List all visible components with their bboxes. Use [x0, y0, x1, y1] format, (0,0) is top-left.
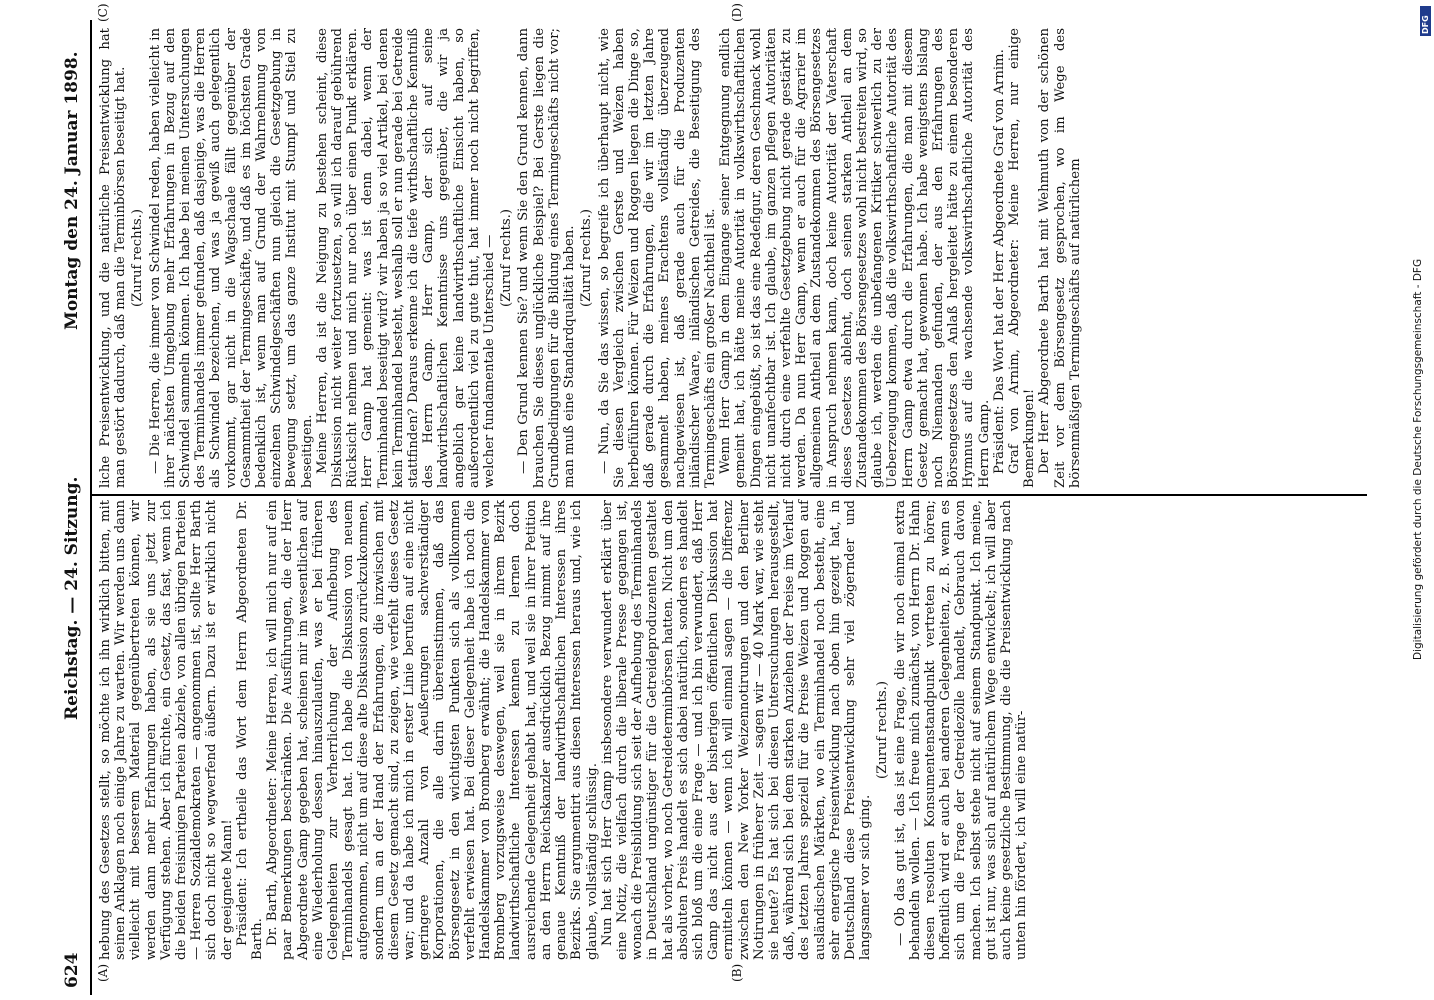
- interjection: (Zuruf rechts.): [499, 208, 515, 308]
- interjection: (Zuruf rechts.): [130, 208, 146, 308]
- text-column-left: [98, 500, 1366, 960]
- paragraph: Der Herr Abgeordnete Barth hat mit Wehmuth von der schönen Zeit vor dem Börsengesetz gesprochen, wo im Wege des börsenmäßigen Termingeschäfts auf natürlichem: [1037, 28, 1083, 488]
- interjection: (Zuruf rechts.): [579, 208, 595, 308]
- digitization-note: Digitalisierung gefördert durch die Deutsche Forschungsgemeinschaft - DFG: [1412, 258, 1424, 660]
- paragraph: Nun hat sich Herr Gamp insbesondere verwundert erklärt über eine Notiz, die vielfach durch die liberale Presse gegangen ist, wonach die Preisbildung sich seit der Aufhebung des Terminhandels in Deutschland ungünstiger für die Getreideproduzenten gestaltet hat als vorher, wo noch Getreideterminbörsen hatten. Nicht um den absoluten Preis handelt es sich dabei natürlich, sondern es handelt sich bloß um die eine Frage — und ich bin verwundert, daß Herr Gamp das nicht aus der bisherigen öffentlichen Diskussion hat ermitteln können — wenn ich will einmal sagen — die Differenz zwischen den New Yorker Weizennotirungen und den Berliner Notirungen in früherer Zeit — sagen wir — 40 Mark war, wie steht sie heute? Es hat sich bei diesen Untersuchungen herausgestellt, daß, während sich bei dem starken Anziehen der Preise im Verlauf des letzten Jahres speziell für die Preise Weizen und Roggen auf ausländischen Märkten, wo ein Terminhandel noch besteht, eine sehr energische Preisentwicklung nach oben hin gezeigt hat, in Deutschland diese Preisentwicklung sehr viel zögernder und langsamer vor sich ging.: [599, 500, 874, 960]
- text-column-right: [98, 28, 1366, 488]
- paragraph: — Den Grund kennen Sie? und wenn Sie den Grund kennen, dann brauchen Sie dieses unglückliche Beispiel? Bei Gerste liegen die Grundbedingungen für die Bildung eines Termingeschäfts nicht vor; man muß eine Standardqualität haben.: [516, 28, 578, 488]
- interjection: (Zuruf rechts.): [875, 680, 891, 780]
- paragraph: Präsident: Das Wort hat der Herr Abgeordnete Graf von Arnim.: [991, 49, 1007, 474]
- paragraph: — Ob das gut ist, das ist eine Frage, die wir noch einmal extra behandeln wollen. — Ich freue mich zunächst, von Herrn Dr. Hahn diesen resoluten Konsumentenstandpunkt vertreten zu hören; hoffentlich wird er auch bei anderen Gelegenheiten, z. B. wenn es sich um die Frage der Getreidezölle handelt, Gebrauch davon machen. Ich selbst stehe nicht auf seinem Standpunkt. Ich meine, gut ist nur, was sich auf natürlichem Wege entwickelt; ich will aber auch keine gesetzliche Bestimmung, die die Preisentwicklung nach unten hin fördert, ich will eine natür-: [892, 500, 1030, 960]
- marker-a: (A): [96, 963, 110, 982]
- paragraph: Wenn Herr Gamp in dem Eingange seiner Entgegnung endlich gemeint hat, ich hätte meine Autorität in volkswirthschaftlichen Dingen eingebüßt, so ist das eine Redefigur, deren Geschmack wohl nicht unanfechtbar ist. Ich glaube, im ganzen pflegen Autoritäten nicht durch eine verfehlte Gesetzgebung nicht gerade gestärkt zu werden. Da nun Herr Gamp, wenn er auch für die Agrarier im allgemeinen Antheil an dem Zustandekommen des Börsengesetzes in Anspruch nehmen kann, doch keine Autorität der Vaterschaft dieses Gesetzes ablehnt, doch seinen starken Antheil an dem Zustandekommen des Börsengesetzes wohl nicht bestreiten wird, so glaube ich, werden die unbefangenen Kritiker schwerlich zu der Ueberzeugung kommen, daß die volkswirthschaftliche Autorität des Herrn Gamp etwa durch die Erfahrungen, die man mit diesem Gesetz gemacht hat, gewonnen habe. Ich habe wenigstens bislang noch Niemanden gefunden, der aus den Erfahrungen des Börsengesetzes den Anlaß hergeleitet hätte zu einem besonderen Hymnus auf die wachsende volkswirthschaftliche Autorität des Herrn Gamp.: [718, 28, 992, 488]
- header-rule: [90, 20, 92, 995]
- marker-b: (B): [730, 963, 744, 982]
- column-divider: [92, 494, 1367, 496]
- paragraph: liche Preisentwicklung, und die natürliche Preisentwicklung hat man gestört dadurch, daß man die Terminbörsen beseitigt hat.: [98, 28, 129, 488]
- running-title-left: Reichstag. — 24. Sitzung.: [62, 476, 82, 720]
- dfg-logo-icon: DFG: [1420, 6, 1431, 36]
- paragraph: Graf von Arnim, Abgeordneter: Meine Herren, nur einige Bemerkungen!: [1006, 28, 1038, 488]
- paragraph: — Nun, da Sie das wissen, so begreife ich überhaupt nicht, wie Sie diesen Vergleich zwischen Gerste und Weizen haben herbeiführen können. Für Weizen und Roggen liegen die Dinge so, daß gerade durch die Erfahrungen, die wir im letzten Jahre gesammelt haben, meines Erachtens vollständig überzeugend nachgewiesen ist, daß gerade auch für die Produzenten inländischer Waare, inländischen Getreides, die Beseitigung des Termingeschäfts ein großer Nachtheil ist.: [596, 28, 718, 488]
- paragraph: Dr. Barth, Abgeordneter: Meine Herren, ich will mich nur auf ein paar Bemerkungen beschränken. Die Ausführungen, die der Herr Abgeordnete Gamp gegeben hat, scheinen mir im wesentlichen auf eine Wiederholung dessen hinauszulaufen, was er bei früheren Gelegenheiten zur Verherrlichung der Aufhebung des Terminhandels gesagt hat. Ich habe die Diskussion von neuem aufgenommen, nicht um auf diese alte Diskussion zurückzukommen, sondern um an der Hand der Erfahrungen, die inzwischen mit diesem Gesetz gemacht sind, zu zeigen, wie verfehlt dieses Gesetz war; und da habe ich mich in erster Linie berufen auf eine nicht geringere Anzahl von Aeußerungen sachverständiger Korporationen, die alle darin übereinstimmen, daß das Börsengesetz in den wichtigsten Punkten sich als vollkommen verfehlt erwiesen hat. Bei dieser Gelegenheit habe ich noch die Handelskammer von Bromberg erwähnt; die Handelskammer von Bromberg vorzugsweise deswegen, weil sie in ihrem Bezirk landwirthschaftliche Interessen kennen zu lernen doch ausreichende Gelegenheit gehabt hat, und weil sie in ihrer Petition an den Herrn Reichskanzler ausdrücklich Bezug nimmt auf ihre genaue Kenntniß der landwirthschaftlichen Interessen ihres Bezirks. Sie argumentirt aus diesen Interessen heraus und, wie ich glaube, vollständig schlüssig.: [265, 500, 600, 960]
- paragraph: hebung des Gesetzes stellt, so möchte ich ihn wirklich bitten, mit seinen Anklagen noch einige Jahre zu warten. Wir werden uns dann vielleicht mit besserem Material gegenübertreten können, wir werden dann mehr Erfahrungen haben, als sie uns jetzt zur Verfügung stehen. Aber ich fürchte, ein Gesetz, das fast, wenn ich die beiden freisinnigen Parteien abziehe, von allen übrigen Parteien — Herren Sozialdemokraten — angenommen ist, sollte Herr Barth sich doch nicht so wegwerfend äußern. Dazu ist er wirklich nicht der geeignete Mann!: [98, 500, 235, 960]
- marker-c: (C): [96, 3, 110, 22]
- page-number: 624: [62, 952, 82, 988]
- marker-d: (D): [730, 3, 744, 22]
- paragraph: — Die Herren, die immer von Schwindel reden, haben vielleicht in ihrer nächsten Umgebung mehr Erfahrungen in Bezug auf den Schwindel sammeln können. Ich habe bei meinen Untersuchungen des Terminhandels immer gefunden, daß dasjenige, was die Herren als Schwindel bezeichnen, und was ja gewiß auch gelegentlich vorkommt, gar nicht in die Wagschaale fällt gegenüber der Gesammtheit der Termingeschäfte, und daß es im höchsten Grade bedenklich ist, wenn man auf Grund der Wahrnehmung von einzelnen Schwindelgeschäften nun gleich die Gesetzgebung in Bewegung setzt, um das ganze Institut mit Stumpf und Stiel zu beseitigen.: [147, 28, 315, 488]
- paragraph: Präsident: Ich ertheile das Wort dem Herrn Abgeordneten Dr. Barth.: [234, 500, 266, 960]
- paragraph: Meine Herren, da ist die Neigung zu bestehen scheint, diese Diskussion nicht weiter fortzusetzen, so will ich darauf gebührend Rücksicht nehmen und mich nur noch über einen Punkt erklären. Herr Gamp hat gemeint: was ist denn dabei, wenn der Terminhandel beseitigt wird? wir haben ja so viel Artikel, bei denen kein Terminhandel besteht, weshalb soll er nun gerade bei Getreide stattfinden? Daraus erkenne ich die tiefe wirthschaftliche Kenntniß des Herrn Gamp. Herr Gamp, der sich auf seine landwirthschaftlichen Kenntnisse uns gegenüber, die wir ja angeblich gar keine landwirthschaftliche Einsicht haben, so außerordentlich viel zu gute thut, hat immer noch nicht begriffen, welcher fundamentale Unterschied —: [314, 28, 498, 488]
- running-title-right: Montag den 24. Januar 1898.: [62, 51, 82, 330]
